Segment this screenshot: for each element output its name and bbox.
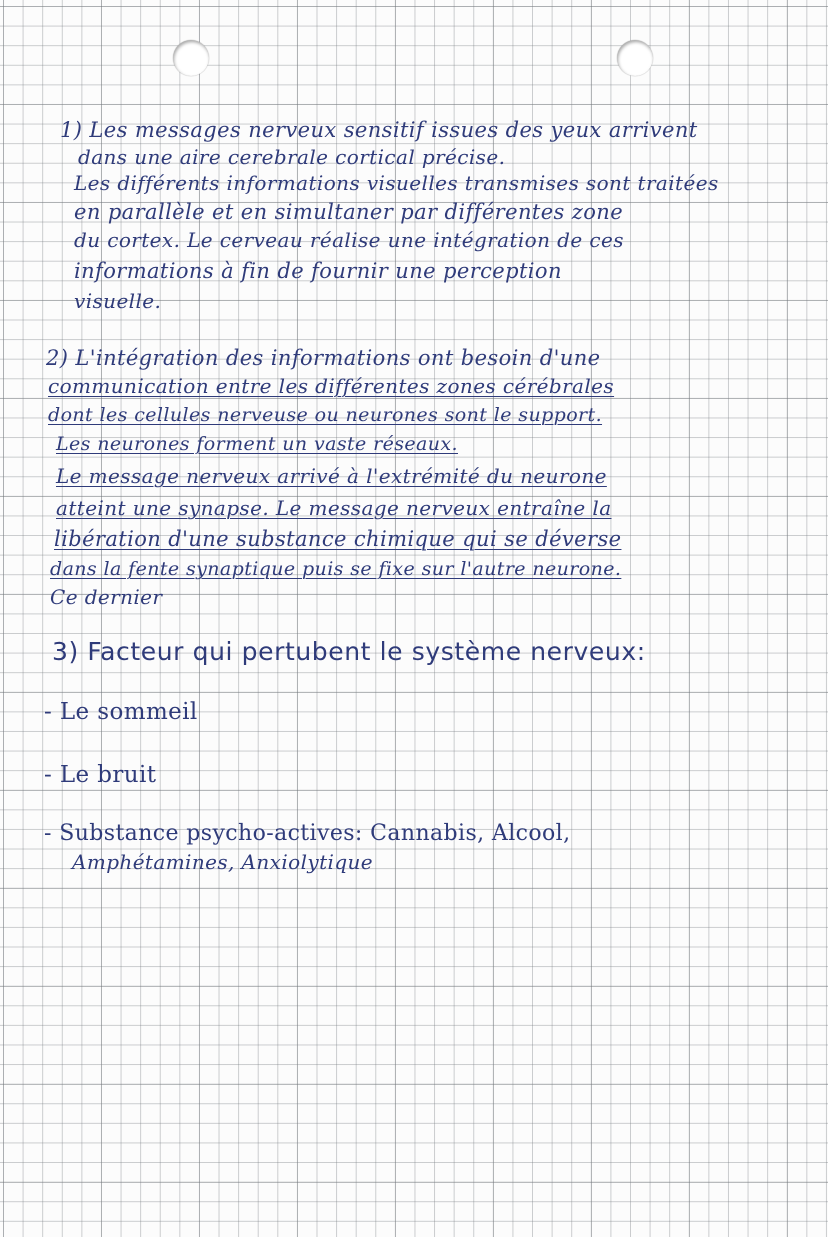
binder-hole-left — [173, 40, 209, 76]
section-1-line-7: visuelle. — [74, 289, 162, 313]
section-2-line-7: libération d'une substance chimique qui se déverse — [54, 527, 622, 551]
section-1-line-5: du cortex. Le cerveau réalise une intégration de ces — [74, 228, 624, 252]
section-1-line-4: en parallèle et en simultaner par différentes zone — [74, 200, 624, 224]
section-2-line-1: 2) L'intégration des informations ont besoin d'une — [46, 346, 601, 370]
section-1-line-1: 1) Les messages nerveux sensitif issues des yeux arrivent — [60, 118, 698, 142]
section-2-line-6: atteint une synapse. Le message nerveux entraîne la — [56, 496, 612, 520]
section-3-item-3-continuation: Amphétamines, Anxiolytique — [72, 850, 374, 874]
section-2-line-9: Ce dernier — [50, 585, 163, 609]
section-3-item-3: - Substance psycho-actives: Cannabis, Alcool, — [44, 821, 571, 846]
section-2-line-4: Les neurones forment un vaste réseaux. — [56, 433, 458, 455]
section-1-line-3: Les différents informations visuelles transmises sont traitées — [74, 171, 719, 195]
binder-hole-right — [617, 40, 653, 76]
section-3-item-2: - Le bruit — [44, 762, 157, 788]
section-1-line-6: informations à fin de fournir une perception — [74, 259, 562, 283]
section-2-line-8: dans la fente synaptique puis se fixe sur l'autre neurone. — [50, 558, 622, 580]
section-3-title: 3) Facteur qui pertubent le système nerveux: — [52, 637, 646, 666]
section-2-line-5: Le message nerveux arrivé à l'extrémité du neurone — [56, 464, 607, 488]
section-2-line-3: dont les cellules nerveuse ou neurones sont le support. — [48, 404, 603, 426]
section-1-line-2: dans une aire cerebrale cortical précise. — [78, 145, 506, 169]
section-2-line-2: communication entre les différentes zones cérébrales — [48, 374, 615, 398]
section-3-item-1: - Le sommeil — [44, 699, 198, 725]
